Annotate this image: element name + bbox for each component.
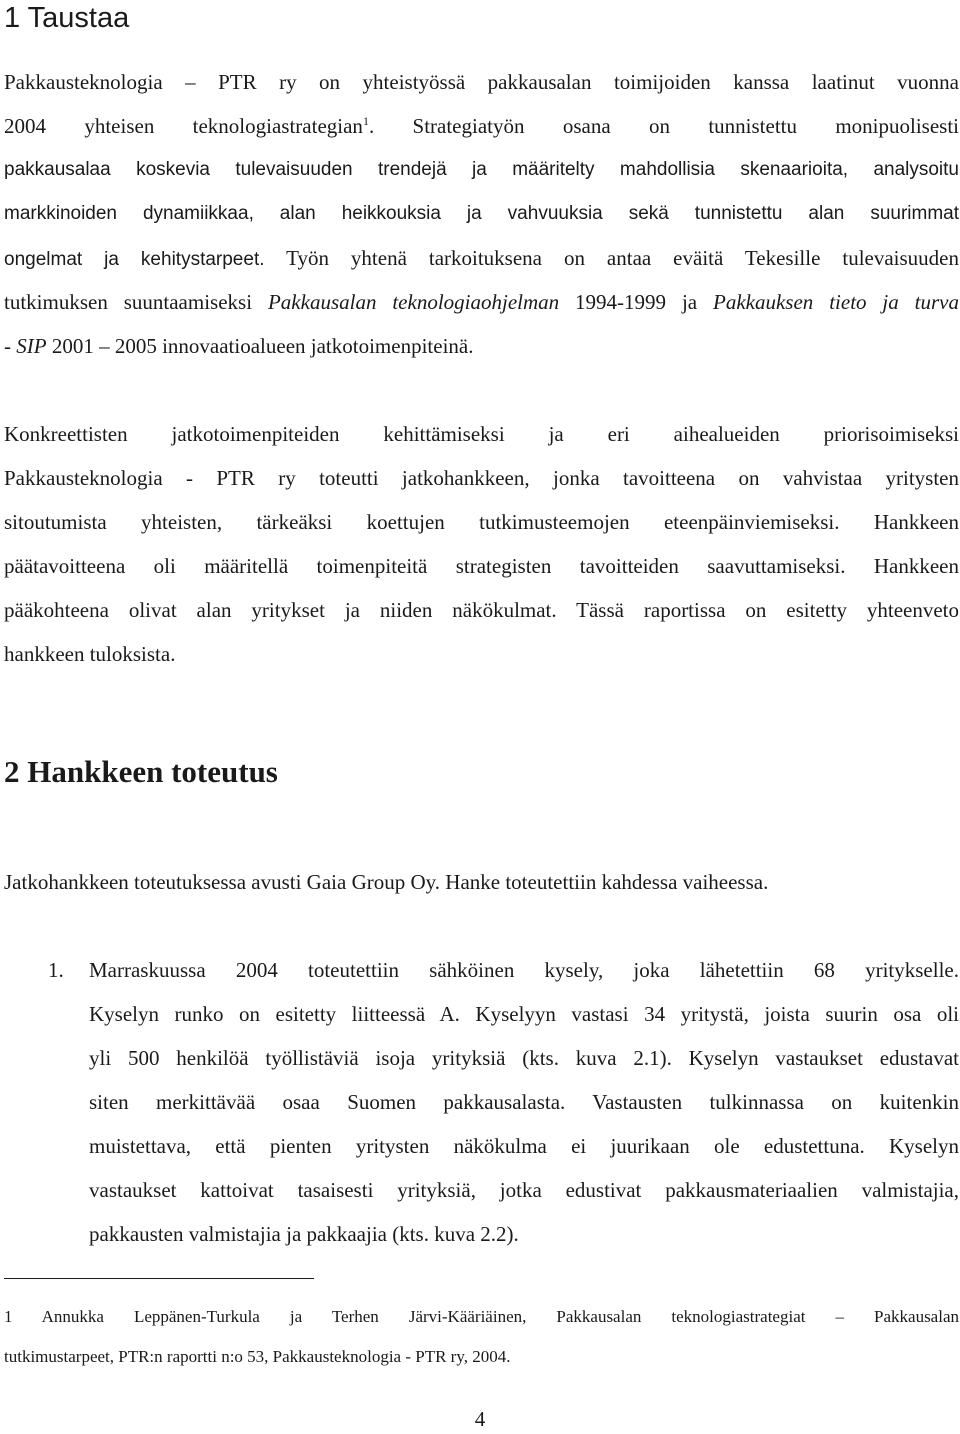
text-run: 2001 – 2005 innovaatioalueen jatkotoimenpiteinä. bbox=[46, 334, 474, 358]
text-line: päätavoitteena oli määritellä toimenpiteitä strategisten tavoitteiden saavuttamiseksi. Hankkeen bbox=[4, 554, 959, 578]
paragraph-continuation-project bbox=[4, 412, 959, 676]
text-line: Kyselyn runko on esitetty liitteessä A. Kyselyyn vastasi 34 yritystä, joista suurin osa oli bbox=[89, 1002, 959, 1026]
text-line: tutkimustarpeet, PTR:n raportti n:o 53, Pakkausteknologia - PTR ry, 2004. bbox=[4, 1347, 511, 1366]
paragraph-background bbox=[4, 60, 959, 368]
list-item bbox=[89, 948, 959, 1256]
text-line: markkinoiden dynamiikkaa, alan heikkouksia ja vahvuuksia sekä tunnistettu alan suurimmat bbox=[4, 203, 959, 224]
text-line: pakkausalaa koskevia tulevaisuuden trendejä ja määritelty mahdollisia skenaarioita, analysoitu bbox=[4, 159, 959, 180]
paragraph-implementation-intro bbox=[4, 860, 959, 904]
text-line bbox=[4, 236, 959, 280]
text-run: . Strategiatyön osana on tunnistettu monipuolisesti bbox=[368, 114, 959, 138]
text-run: tutkimuksen suuntaamiseksi bbox=[4, 290, 268, 314]
text-run: 1994-1999 ja bbox=[559, 290, 714, 314]
text-line bbox=[4, 280, 959, 324]
text-line: Marraskuussa 2004 toteutettiin sähköinen kysely, joka lähetettiin 68 yritykselle. bbox=[89, 958, 959, 982]
section-heading-hankkeen-toteutus: 2 Hankkeen toteutus bbox=[4, 754, 278, 789]
text-line: hankkeen tuloksista. bbox=[4, 642, 176, 666]
text-line: sitoutumista yhteisten, tärkeäksi koettujen tutkimusteemojen eteenpäinviemiseksi. Hankkeen bbox=[4, 510, 959, 534]
text-line bbox=[4, 324, 959, 368]
list-item-number: 1. bbox=[48, 958, 64, 982]
text-line bbox=[4, 1297, 959, 1337]
text-run: ongelmat ja kehitystarpeet. bbox=[4, 249, 265, 270]
footnote-reference: 1 bbox=[362, 114, 369, 128]
text-run: Työn yhtenä tarkoituksena on antaa eväitä Tekesille tulevaisuuden bbox=[264, 246, 959, 270]
footnote-number: 1 bbox=[4, 1307, 13, 1326]
text-run: Annukka Leppänen-Turkula ja Terhen Järvi-Kääriäinen, Pakkausalan teknologiastrategiat – Pakkausalan bbox=[12, 1307, 959, 1326]
footnote bbox=[4, 1297, 959, 1377]
text-line: siten merkittävää osaa Suomen pakkausalasta. Vastausten tulkinnassa on kuitenkin bbox=[89, 1090, 959, 1114]
page-number: 4 bbox=[474, 1407, 486, 1431]
text-line: muistettava, että pienten yritysten näkökulma ei juurikaan ole edustettuna. Kyselyn bbox=[89, 1134, 959, 1158]
text-run: 2004 yhteisen teknologiastrategian bbox=[4, 114, 363, 138]
section-heading-taustaa: 1 Taustaa bbox=[4, 2, 130, 34]
program-name: Pakkauksen tieto ja turva bbox=[713, 290, 959, 314]
text-line: pääkohteena olivat alan yritykset ja niiden näkökulmat. Tässä raportissa on esitetty yhteenveto bbox=[4, 598, 959, 622]
program-name: - SIP bbox=[4, 334, 47, 358]
text-line: vastaukset kattoivat tasaisesti yrityksiä, jotka edustivat pakkausmateriaalien valmistajia, bbox=[89, 1178, 959, 1202]
text-line: pakkausten valmistajia ja pakkaajia (kts. kuva 2.2). bbox=[89, 1222, 519, 1246]
text-line bbox=[4, 104, 959, 148]
text-line: yli 500 henkilöä työllistäviä isoja yrityksiä (kts. kuva 2.1). Kyselyn vastaukset edustavat bbox=[89, 1046, 959, 1070]
program-name: Pakkausalan teknologiaohjelman bbox=[267, 290, 560, 314]
text-line: Konkreettisten jatkotoimenpiteiden kehittämiseksi ja eri aihealueiden priorisoimiseksi bbox=[4, 422, 959, 446]
text-line: Jatkohankkeen toteutuksessa avusti Gaia Group Oy. Hanke toteutettiin kahdessa vaiheessa. bbox=[4, 870, 769, 894]
footnote-separator bbox=[4, 1278, 314, 1279]
text-line: Pakkausteknologia - PTR ry toteutti jatkohankkeen, jonka tavoitteena on vahvistaa yritysten bbox=[4, 466, 959, 490]
text-line: Pakkausteknologia – PTR ry on yhteistyössä pakkausalan toimijoiden kanssa laatinut vuonna bbox=[4, 70, 959, 94]
